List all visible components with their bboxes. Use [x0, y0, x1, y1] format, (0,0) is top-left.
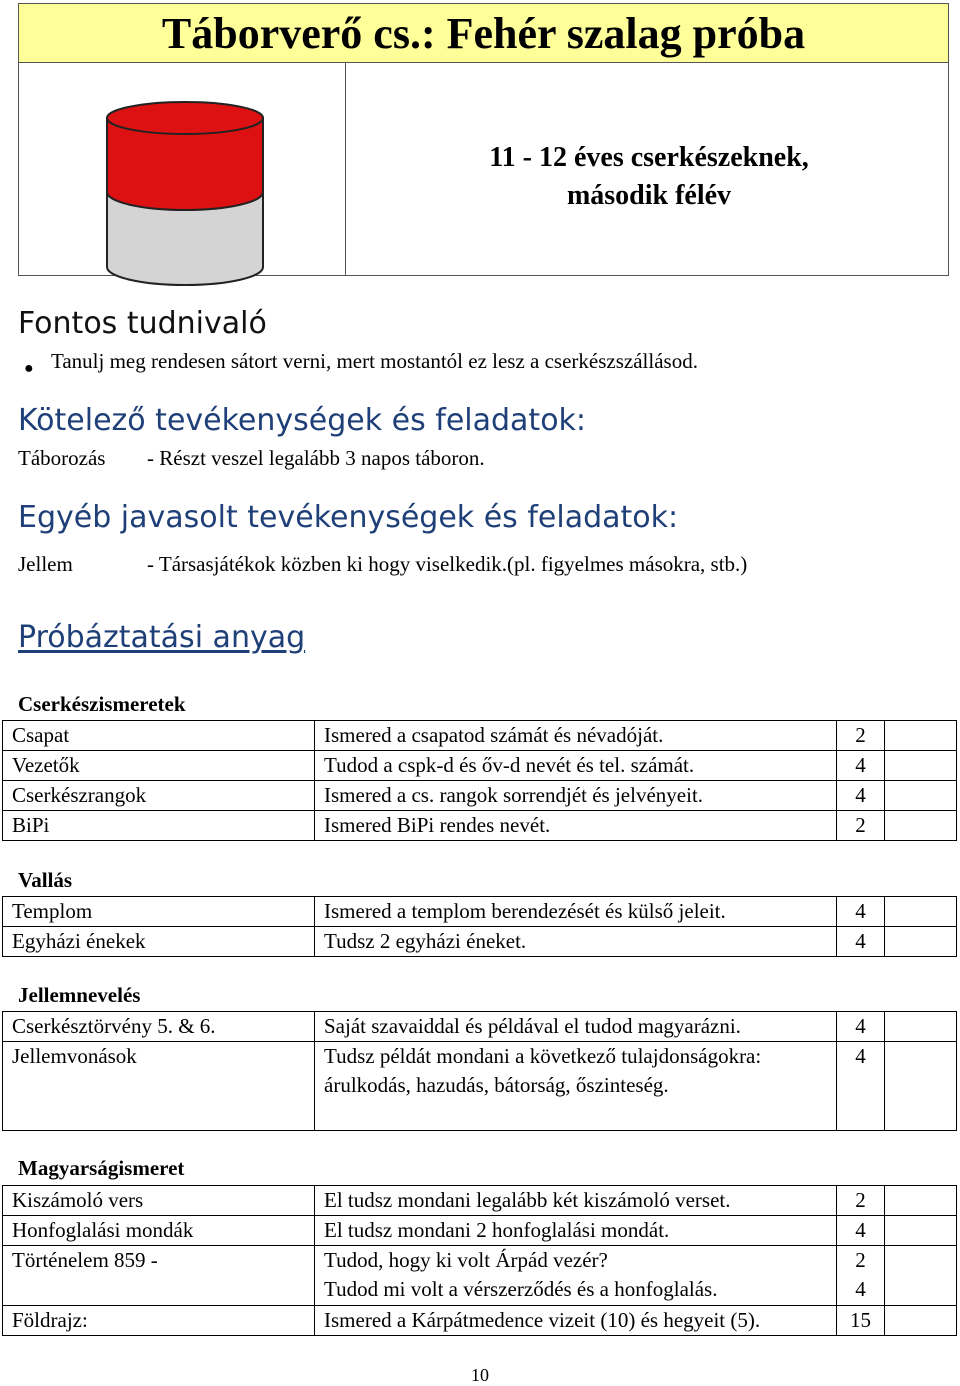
table-row: [3, 751, 957, 781]
task-cell: El tudsz mondani legalább két kiszámoló verset.: [315, 1186, 837, 1216]
score-cell: [885, 721, 957, 751]
important-heading: Fontos tudnivaló: [18, 306, 267, 341]
subtitle: [349, 139, 949, 215]
mandatory-label: Táborozás: [18, 446, 106, 470]
table-row: [3, 1216, 957, 1246]
table-row: [3, 1012, 957, 1042]
task-cell: [315, 1246, 837, 1306]
task-cell: Saját szavaiddal és példával el tudod magyarázni.: [315, 1012, 837, 1042]
task-table: [2, 896, 957, 957]
points-cell: 4: [837, 1216, 885, 1246]
group-heading: Magyarságismeret: [18, 1156, 185, 1180]
topic-cell: Vezetők: [3, 751, 315, 781]
table-row: [3, 1306, 957, 1336]
points-cell: 4: [837, 781, 885, 811]
score-cell: [885, 811, 957, 841]
score-cell: [885, 927, 957, 957]
task-table: [2, 720, 957, 841]
points-cell: 15: [837, 1306, 885, 1336]
ribbon-badge-icon: [105, 100, 265, 290]
page-title: Táborverő cs.: Fehér szalag próba: [18, 3, 949, 63]
points-cell: 2: [837, 721, 885, 751]
points-line: 2: [855, 1248, 866, 1272]
page-number: 10: [471, 1365, 489, 1385]
task-line: Tudod mi volt a vérszerződés és a honfoglalás.: [324, 1277, 718, 1301]
points-cell: 4: [837, 897, 885, 927]
table-row: [3, 721, 957, 751]
subtitle-line-2: második félév: [566, 180, 732, 211]
score-cell: [885, 751, 957, 781]
score-cell: [885, 1042, 957, 1131]
topic-cell: Honfoglalási mondák: [3, 1216, 315, 1246]
table-row: [3, 1246, 957, 1306]
topic-cell: Csapat: [3, 721, 315, 751]
points-line: 4: [855, 1277, 866, 1301]
topic-cell: Földrajz:: [3, 1306, 315, 1336]
task-table: [2, 1185, 957, 1336]
topic-cell: Történelem 859 -: [3, 1246, 315, 1306]
topic-cell: BiPi: [3, 811, 315, 841]
optional-label: Jellem: [18, 552, 73, 576]
topic-cell: Jellemvonások: [3, 1042, 315, 1131]
topic-cell: Templom: [3, 897, 315, 927]
task-cell: Tudsz 2 egyházi éneket.: [315, 927, 837, 957]
score-cell: [885, 781, 957, 811]
group-heading: Vallás: [18, 868, 73, 892]
important-bullet-text: Tanulj meg rendesen sátort verni, mert mostantól ez lesz a cserkészszállásod.: [51, 349, 698, 373]
topic-cell: Egyházi énekek: [3, 927, 315, 957]
table-row: [3, 927, 957, 957]
task-cell: Ismered a csapatod számát és névadóját.: [315, 721, 837, 751]
mandatory-text: - Részt veszel legalább 3 napos táboron.: [147, 446, 485, 470]
header-divider: [345, 63, 346, 275]
optional-text: - Társasjátékok közben ki hogy viselkedik.(pl. figyelmes másokra, stb.): [147, 552, 748, 576]
topic-cell: Kiszámoló vers: [3, 1186, 315, 1216]
task-cell: Ismered a cs. rangok sorrendjét és jelvényeit.: [315, 781, 837, 811]
group-heading: Jellemnevelés: [18, 983, 141, 1007]
score-cell: [885, 1246, 957, 1306]
exam-heading: Próbáztatási anyag: [18, 620, 306, 655]
task-cell: Ismered BiPi rendes nevét.: [315, 811, 837, 841]
table-row: [3, 897, 957, 927]
points-cell: 4: [837, 751, 885, 781]
task-cell: Ismered a Kárpátmedence vizeit (10) és hegyeit (5).: [315, 1306, 837, 1336]
points-cell: 2: [837, 811, 885, 841]
points-cell: 4: [837, 927, 885, 957]
task-table: [2, 1011, 957, 1131]
score-cell: [885, 1186, 957, 1216]
table-row: [3, 1186, 957, 1216]
mandatory-heading: Kötelező tevékenységek és feladatok:: [18, 403, 587, 438]
bullet-icon: ●: [24, 360, 34, 377]
points-cell: 2: [837, 1186, 885, 1216]
optional-heading: Egyéb javasolt tevékenységek és feladatok:: [18, 500, 679, 535]
score-cell: [885, 1306, 957, 1336]
task-cell: Tudod a cspk-d és őv-d nevét és tel. számát.: [315, 751, 837, 781]
task-cell: El tudsz mondani 2 honfoglalási mondát.: [315, 1216, 837, 1246]
task-cell: Tudsz példát mondani a következő tulajdonságokra: árulkodás, hazudás, bátorság, őszinteség.: [315, 1042, 837, 1131]
task-cell: Ismered a templom berendezését és külső jeleit.: [315, 897, 837, 927]
table-row: [3, 811, 957, 841]
points-cell: 4: [837, 1042, 885, 1131]
subtitle-line-1: 11 - 12 éves cserkészeknek,: [489, 142, 809, 173]
score-cell: [885, 1012, 957, 1042]
points-cell: [837, 1246, 885, 1306]
task-line: Tudod, hogy ki volt Árpád vezér?: [324, 1248, 608, 1272]
table-row: [3, 781, 957, 811]
header-panel: [18, 63, 949, 276]
group-heading: Cserkészismeretek: [18, 692, 186, 716]
topic-cell: Cserkésztörvény 5. & 6.: [3, 1012, 315, 1042]
points-cell: 4: [837, 1012, 885, 1042]
topic-cell: Cserkészrangok: [3, 781, 315, 811]
score-cell: [885, 1216, 957, 1246]
score-cell: [885, 897, 957, 927]
table-row: [3, 1042, 957, 1131]
